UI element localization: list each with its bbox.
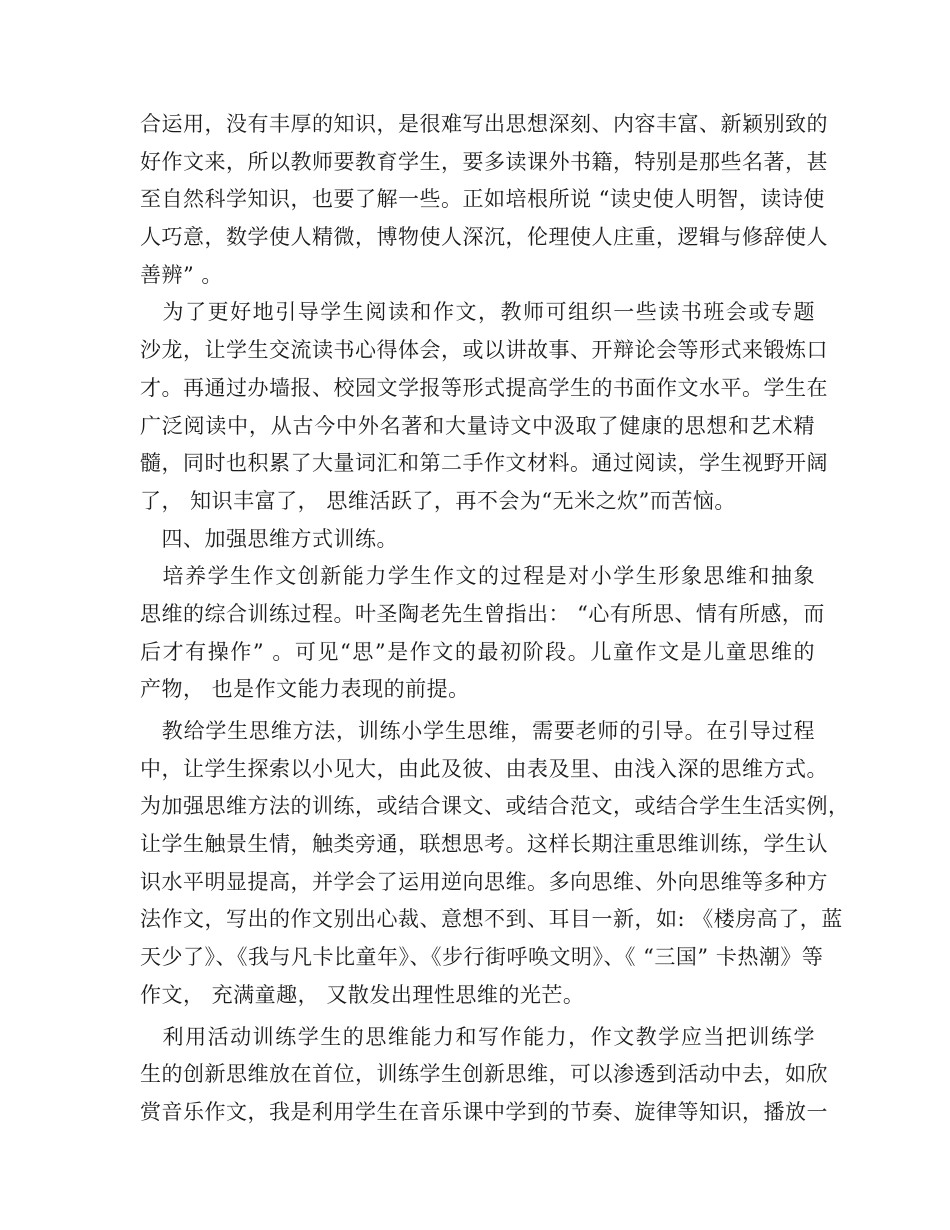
text-line: 了， 知识丰富了， 思维活跃了，再不会为“无米之炊”而苦恼。 (140, 488, 736, 513)
text-line: 髓，同时也积累了大量词汇和第二手作文材料。通过阅读，学生视野开阔 (140, 451, 828, 476)
text-line: 沙龙，让学生交流读书心得体会，或以讲故事、开辩论会等形式来锻炼口 (140, 338, 828, 363)
text-line: 好作文来，所以教师要教育学生，要多读课外书籍，特别是那些名著，甚 (140, 149, 828, 174)
text-line: 赏音乐作文，我是利用学生在音乐课中学到的节奏、旋律等知识，播放一 (140, 1099, 828, 1124)
text-line: 为了更好地引导学生阅读和作文，教师可组织一些读书班会或专题 (140, 300, 815, 325)
text-line: 作文， 充满童趣， 又散发出理性思维的光芒。 (140, 982, 585, 1007)
text-line: 中，让学生探索以小见大，由此及彼、由表及里、由浅入深的思维方式。 (140, 756, 828, 781)
text-line: 合运用，没有丰厚的知识，是很难写出思想深刻、内容丰富、新颖别致的 (140, 112, 828, 136)
text-line: 培养学生作文创新能力学生作文的过程是对小学生形象思维和抽象 (140, 564, 815, 589)
text-line: 后才有操作” 。可见“思”是作文的最初阶段。儿童作文是儿童思维的 (140, 639, 815, 664)
text-line: 利用活动训练学生的思维能力和写作能力，作文教学应当把训练学 (140, 1024, 815, 1049)
text-line: 广泛阅读中，从古今中外名著和大量诗文中汲取了健康的思想和艺术精 (140, 413, 815, 438)
document-page (140, 106, 850, 1132)
section-heading: 四、加强思维方式训练。 (140, 526, 398, 551)
text-line: 识水平明显提高，并学会了运用逆向思维。多向思维、外向思维等多种方 (140, 869, 828, 894)
text-line: 天少了》、《我与凡卡比童年》、《步行街呼唤文明》、《 “三国” 卡热潮》等 (140, 945, 824, 970)
text-line: 让学生触景生情，触类旁通，联想思考。这样长期注重思维训练，学生认 (140, 832, 828, 857)
text-line: 才。再通过办墙报、校园文学报等形式提高学生的书面作文水平。学生在 (140, 375, 828, 400)
text-line: 产物， 也是作文能力表现的前提。 (140, 677, 470, 702)
text-line: 法作文，写出的作文别出心裁、意想不到、耳目一新，如: 《楼房高了，蓝 (140, 907, 843, 932)
text-line: 思维的综合训练过程。叶圣陶老先生曾指出： “心有所思、情有所感，而 (140, 601, 825, 626)
text-line: 生的创新思维放在首位，训练学生创新思维，可以渗透到活动中去，如欣 (140, 1062, 828, 1087)
text-line: 为加强思维方法的训练，或结合课文、或结合范文，或结合学生生活实例， (140, 794, 850, 819)
text-line: 人巧意，数学使人精微，博物使人深沉，伦理使人庄重，逻辑与修辞使人 (140, 225, 828, 250)
text-line: 教给学生思维方法，训练小学生思维，需要老师的引导。在引导过程 (140, 719, 815, 743)
text-line: 善辨” 。 (140, 262, 223, 287)
text-line: 至自然科学知识，也要了解一些。正如培根所说 “读史使人明智，读诗使 (140, 187, 825, 212)
